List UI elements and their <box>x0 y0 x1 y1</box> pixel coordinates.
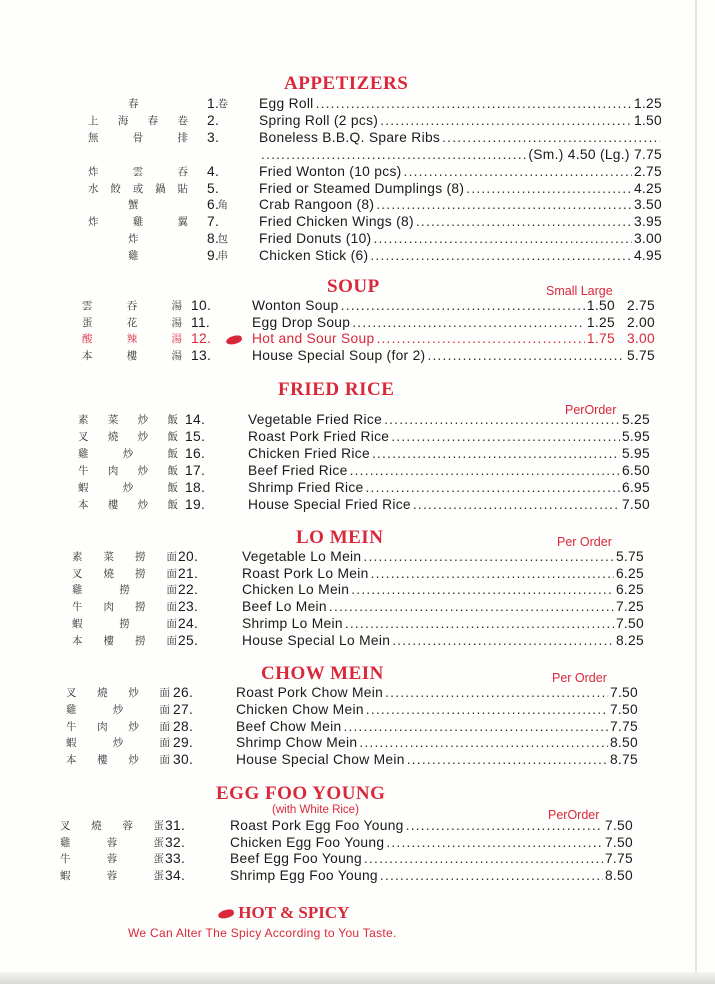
item-price-large: 3.00 <box>626 331 655 346</box>
chinese-name: 雲 吞 湯 <box>82 300 182 312</box>
dot-leader <box>364 851 603 866</box>
item-line <box>259 113 662 128</box>
menu-item-row <box>0 214 715 231</box>
menu-item-row <box>0 582 715 599</box>
menu-item-row <box>0 497 715 514</box>
item-price-large: 2.00 <box>626 314 655 330</box>
item-price: 5.75 <box>615 549 644 564</box>
item-line <box>259 130 662 145</box>
menu-item-row <box>0 566 715 583</box>
item-price: 1.25 <box>633 96 662 111</box>
chinese-name: 素 菜 炒 飯 <box>78 414 178 426</box>
dot-leader <box>371 566 614 581</box>
item-name: Spring Roll (2 pcs) <box>259 112 379 128</box>
item-name: Beef Lo Mein <box>242 599 327 615</box>
menu-item-row <box>0 851 715 868</box>
item-name: Shrimp Lo Mein <box>242 615 343 631</box>
item-price: 5.95 <box>621 445 650 461</box>
menu-item-row <box>0 348 715 365</box>
item-name: Fried Donuts (10) <box>259 231 372 247</box>
item-price: 7.75 <box>609 718 638 734</box>
chinese-name: 蝦 炒 面 <box>66 737 170 750</box>
item-number: 31. <box>165 818 186 833</box>
dot-leader <box>359 735 608 750</box>
item-number: 17. <box>185 462 206 478</box>
dot-leader <box>407 752 608 767</box>
dot-leader <box>427 348 624 363</box>
chinese-name: 蟹 角 <box>128 199 228 212</box>
item-price: 7.50 <box>621 496 650 512</box>
item-number: 32. <box>165 834 186 850</box>
item-price: 1.50 <box>586 298 615 313</box>
section-title-soup: SOUP <box>327 276 380 297</box>
menu-item-row <box>0 181 715 198</box>
item-number: 1. <box>207 96 220 111</box>
chinese-name: 水 餃 或 鍋 貼 <box>88 182 188 195</box>
item-name: Hot and Sour Soup <box>252 331 375 346</box>
chinese-name: 牛 蓉 蛋 <box>60 853 164 865</box>
item-name: Beef Egg Foo Young <box>230 851 362 866</box>
chinese-name: 蝦 撈 面 <box>72 617 177 630</box>
section-title-fried-rice: FRIED RICE <box>278 379 395 400</box>
dot-leader <box>380 868 603 883</box>
item-name: Roast Pork Egg Foo Young <box>230 818 404 833</box>
item-name: Roast Pork Fried Rice <box>248 428 390 444</box>
item-name: Chicken Chow Mein <box>236 701 364 717</box>
item-price: 5.95 <box>621 428 650 444</box>
item-price: 8.50 <box>609 735 638 751</box>
item-price: 7.75 <box>604 851 633 866</box>
section-title-chow-mein: CHOW MEIN <box>261 663 384 684</box>
item-number: 7. <box>207 214 220 230</box>
chinese-name: 本 樓 炒 飯 <box>78 498 178 511</box>
item-name: Chicken Fried Rice <box>248 445 370 461</box>
pepper-icon <box>225 334 242 345</box>
item-name: Chicken Lo Mein <box>242 582 350 598</box>
dot-leader <box>372 446 620 461</box>
item-name: Roast Pork Lo Mein <box>242 565 369 581</box>
column-header-egg-foo-young: PerOrder <box>548 808 600 822</box>
item-line <box>230 868 633 883</box>
column-header-chow-mein: Per Order <box>552 671 607 685</box>
menu-item-row <box>0 633 715 650</box>
item-line <box>242 549 644 564</box>
chinese-name: 無 骨 排 <box>88 131 188 144</box>
item-number: 27. <box>173 701 194 717</box>
chinese-name: 本 樓 湯 <box>82 349 182 362</box>
menu-item-row <box>0 549 715 566</box>
item-line <box>259 147 662 162</box>
dot-leader <box>351 582 614 597</box>
dot-leader <box>366 702 608 717</box>
dot-leader <box>392 633 614 648</box>
item-line <box>236 735 638 750</box>
item-name: Shrimp Egg Foo Young <box>230 867 378 883</box>
item-number: 15. <box>185 428 206 444</box>
item-price: 3.50 <box>633 197 662 213</box>
item-line <box>248 480 650 495</box>
item-price: 7.25 <box>615 599 644 615</box>
menu-item-row <box>0 130 715 147</box>
item-name: Vegetable Lo Mein <box>242 549 362 564</box>
chinese-name: 雞 炒 飯 <box>78 447 178 460</box>
dot-leader <box>386 835 603 850</box>
menu-item-row <box>0 164 715 181</box>
chinese-name: 雞 串 <box>128 250 228 263</box>
item-name: Egg Roll <box>259 96 314 111</box>
item-line <box>236 685 638 700</box>
item-name: Egg Drop Soup <box>252 314 351 330</box>
menu-item-row <box>0 446 715 463</box>
dot-leader <box>373 231 631 246</box>
item-number: 30. <box>173 752 194 768</box>
item-line <box>242 616 644 631</box>
chinese-name: 炸 雞 翼 <box>88 216 188 229</box>
item-number: 28. <box>173 718 194 734</box>
menu-item-row <box>0 835 715 852</box>
menu-item-row <box>0 463 715 480</box>
menu-item-row <box>0 685 715 702</box>
chinese-name: 叉 燒 炒 飯 <box>78 430 178 443</box>
dot-leader <box>352 315 585 330</box>
menu-item-row <box>0 702 715 719</box>
item-name: Wonton Soup <box>252 298 339 313</box>
item-line <box>252 298 655 313</box>
item-price: 3.00 <box>633 231 662 247</box>
menu-item-row <box>0 818 715 835</box>
chinese-name: 炸 包 <box>128 233 228 246</box>
chinese-name: 蝦 炒 飯 <box>78 481 178 494</box>
section-note-egg-foo-young: (with White Rice) <box>272 804 359 816</box>
item-line <box>248 463 650 478</box>
menu-item-row <box>0 113 715 130</box>
chinese-name: 上 海 春 卷 <box>88 114 188 127</box>
dot-leader <box>413 497 620 512</box>
item-line <box>259 248 662 263</box>
item-number: 12. <box>191 331 212 346</box>
item-line <box>259 231 662 246</box>
item-price: (Sm.) 4.50 (Lg.) 7.75 <box>528 146 662 162</box>
chinese-name: 蝦 蓉 蛋 <box>60 869 164 882</box>
item-price: 1.75 <box>586 331 615 346</box>
item-line <box>236 719 638 734</box>
item-name: House Special Fried Rice <box>248 496 411 512</box>
item-price: 5.25 <box>621 412 650 427</box>
item-number: 20. <box>178 549 199 564</box>
item-price: 6.25 <box>615 582 644 598</box>
item-name: Fried Wonton (10 pcs) <box>259 163 402 179</box>
dot-leader <box>316 96 632 111</box>
dot-leader <box>442 130 660 145</box>
item-price: 7.50 <box>609 701 638 717</box>
item-line <box>248 412 650 427</box>
item-price: 8.75 <box>609 752 638 768</box>
spicy-note: We Can Alter The Spicy According to You Taste. <box>128 926 397 940</box>
item-number: 25. <box>178 632 199 648</box>
item-number: 19. <box>185 496 206 512</box>
item-line <box>252 348 655 363</box>
item-name: Fried or Steamed Dumplings (8) <box>259 180 465 196</box>
item-price: 3.95 <box>633 214 662 230</box>
item-price: 6.95 <box>621 479 650 495</box>
item-number: 13. <box>191 347 212 363</box>
item-name: Crab Rangoon (8) <box>259 197 375 213</box>
item-price: 7.50 <box>609 685 638 700</box>
item-price: 2.75 <box>633 163 662 179</box>
chinese-name: 春 卷 <box>128 98 228 110</box>
dot-leader <box>343 719 608 734</box>
menu-item-row <box>0 197 715 214</box>
item-number: 5. <box>207 180 220 196</box>
item-price-large: 2.75 <box>626 298 655 313</box>
item-line <box>259 181 662 196</box>
chinese-name: 叉 燒 炒 面 <box>66 687 170 699</box>
menu-item-row <box>0 735 715 752</box>
item-name: Boneless B.B.Q. Spare Ribs <box>259 129 441 145</box>
column-header-lo-mein: Per Order <box>557 535 612 549</box>
item-line <box>230 835 633 850</box>
dot-leader <box>380 113 632 128</box>
menu-item-row <box>0 96 715 113</box>
chinese-name: 本 樓 撈 面 <box>72 634 177 647</box>
item-line <box>230 851 633 866</box>
dot-leader <box>363 549 614 564</box>
dot-leader <box>370 248 632 263</box>
item-line <box>242 599 644 614</box>
column-header-fried-rice: PerOrder <box>565 403 617 417</box>
item-name: Shrimp Chow Mein <box>236 735 358 751</box>
menu-item-row <box>0 599 715 616</box>
item-line <box>230 818 633 833</box>
menu-item-row <box>0 248 715 265</box>
item-number: 2. <box>207 112 220 128</box>
item-name: House Special Soup (for 2) <box>252 347 426 363</box>
dot-leader <box>384 412 620 427</box>
item-price: 8.25 <box>615 632 644 648</box>
item-line <box>259 214 662 229</box>
hot-spicy-title: HOT & SPICY <box>238 903 350 922</box>
dot-leader <box>385 685 608 700</box>
item-name: Beef Chow Mein <box>236 718 342 734</box>
item-number: 23. <box>178 599 199 615</box>
dot-leader <box>466 181 632 196</box>
dot-leader <box>376 331 584 346</box>
dot-leader <box>329 599 614 614</box>
item-number: 14. <box>185 412 206 427</box>
item-line <box>252 315 655 330</box>
menu-item-row <box>0 719 715 736</box>
menu-item-row <box>0 752 715 769</box>
item-number: 26. <box>173 685 194 700</box>
item-number: 11. <box>191 314 211 330</box>
menu-item-row <box>0 429 715 446</box>
menu-item-row <box>0 147 715 164</box>
dot-leader <box>406 818 603 833</box>
item-name: House Special Lo Mein <box>242 632 391 648</box>
chinese-name: 蛋 花 湯 <box>82 316 182 329</box>
dot-leader <box>341 298 585 313</box>
chinese-name: 酸 辣 湯 <box>82 333 182 345</box>
item-name: Beef Fried Rice <box>248 462 348 478</box>
item-price: 1.50 <box>633 112 662 128</box>
menu-item-row <box>0 315 715 332</box>
item-number: 21. <box>178 565 199 581</box>
column-header-soup: Small Large <box>546 284 613 298</box>
item-line <box>259 164 662 179</box>
dot-leader <box>416 214 632 229</box>
item-number: 4. <box>207 163 220 179</box>
chinese-name: 叉 燒 撈 面 <box>72 567 177 580</box>
section-title-egg-foo-young: EGG FOO YOUNG <box>216 783 386 804</box>
menu-item-row <box>0 616 715 633</box>
menu-item-row <box>0 868 715 885</box>
dot-leader <box>391 429 620 444</box>
item-price: 1.25 <box>586 314 615 330</box>
chinese-name: 炸 雲 吞 <box>88 165 188 178</box>
section-title-appetizers: APPETIZERS <box>284 73 409 94</box>
item-name: Shrimp Fried Rice <box>248 479 364 495</box>
item-price: 6.25 <box>615 565 644 581</box>
section-title-lo-mein: LO MEIN <box>296 527 384 548</box>
item-line <box>242 633 644 648</box>
item-line <box>259 96 662 111</box>
menu-item-row <box>0 298 715 315</box>
menu-item-row <box>0 231 715 248</box>
item-name: House Special Chow Mein <box>236 752 405 768</box>
chinese-name: 雞 炒 面 <box>66 703 170 716</box>
item-number: 18. <box>185 479 206 495</box>
item-price: 4.25 <box>633 180 662 196</box>
item-name: Chicken Egg Foo Young <box>230 834 385 850</box>
item-price: 7.50 <box>604 818 633 833</box>
item-line <box>259 197 662 212</box>
page-bottom-edge <box>0 972 715 984</box>
item-number: 16. <box>185 445 206 461</box>
dot-leader <box>366 480 620 495</box>
item-name: Roast Pork Chow Mein <box>236 685 384 700</box>
chinese-name: 牛 肉 撈 面 <box>72 601 177 614</box>
item-line <box>236 702 638 717</box>
item-number: 10. <box>191 298 212 313</box>
item-line <box>248 497 650 512</box>
chinese-name: 素 菜 撈 面 <box>72 551 177 563</box>
item-name: Vegetable Fried Rice <box>248 412 383 427</box>
chinese-name: 雞 撈 面 <box>72 584 177 597</box>
item-price: 8.50 <box>604 867 633 883</box>
hot-spicy-legend <box>218 903 349 923</box>
dot-leader <box>350 463 620 478</box>
item-line <box>236 752 638 767</box>
item-price: 7.50 <box>615 615 644 631</box>
menu-item-row <box>0 331 715 348</box>
item-name: Chicken Stick (6) <box>259 248 369 264</box>
item-number: 9. <box>207 248 220 264</box>
item-name: Fried Chicken Wings (8) <box>259 214 414 230</box>
item-price: 6.50 <box>621 462 650 478</box>
dot-leader <box>345 616 614 631</box>
dot-leader <box>404 164 632 179</box>
pepper-icon <box>217 909 234 920</box>
item-line <box>248 429 650 444</box>
dot-leader <box>261 147 526 162</box>
item-number: 6. <box>207 197 220 213</box>
chinese-name: 叉 燒 蓉 蛋 <box>60 820 164 832</box>
item-number: 34. <box>165 867 186 883</box>
item-number: 29. <box>173 735 194 751</box>
item-line <box>248 446 650 461</box>
item-number: 22. <box>178 582 199 598</box>
item-line <box>242 566 644 581</box>
item-price: 7.50 <box>604 834 633 850</box>
item-line <box>252 331 655 346</box>
chinese-name: 牛 肉 炒 飯 <box>78 464 178 477</box>
item-number: 3. <box>207 129 220 145</box>
item-number: 24. <box>178 615 199 631</box>
item-number: 8. <box>207 231 220 247</box>
item-line <box>242 582 644 597</box>
item-price: 5.75 <box>626 347 655 363</box>
chinese-name: 雞 蓉 蛋 <box>60 836 164 849</box>
dot-leader <box>376 197 632 212</box>
item-number: 33. <box>165 851 186 866</box>
menu-item-row <box>0 412 715 429</box>
chinese-name: 牛 肉 炒 面 <box>66 720 170 733</box>
item-price: 4.95 <box>633 248 662 264</box>
chinese-name: 本 樓 炒 面 <box>66 754 170 767</box>
menu-item-row <box>0 480 715 497</box>
